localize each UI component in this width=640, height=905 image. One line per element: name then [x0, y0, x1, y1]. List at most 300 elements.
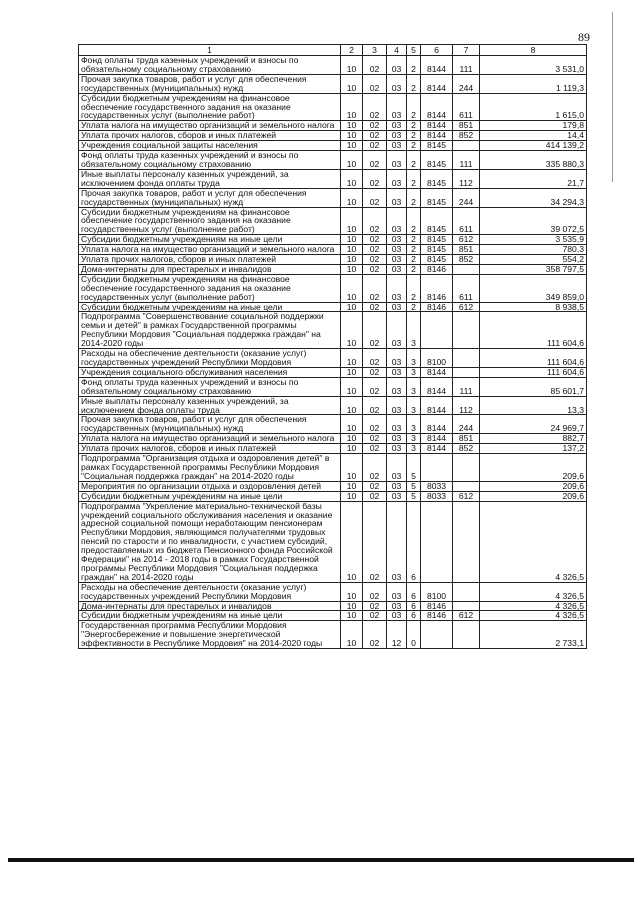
row-target-code: 8144 [421, 434, 453, 444]
row-amount: 780,3 [480, 245, 587, 255]
row-target-code: 8145 [421, 207, 453, 235]
row-amount: 4 326,5 [480, 582, 587, 601]
row-target-code: 8145 [421, 141, 453, 151]
row-expense-type: 852 [453, 131, 480, 141]
row-subprogram: 5 [407, 491, 421, 501]
row-expense-type: 611 [453, 207, 480, 235]
table-row [79, 56, 587, 75]
table-row [79, 349, 587, 368]
row-section: 10 [341, 601, 363, 611]
row-name: Дома-интернаты для престарелых и инвалидов [79, 264, 341, 274]
row-subprogram: 2 [407, 121, 421, 131]
table-row [79, 188, 587, 207]
row-program: 03 [387, 367, 407, 377]
row-program: 03 [387, 611, 407, 621]
row-amount: 2 733,1 [480, 621, 587, 649]
row-section: 10 [341, 264, 363, 274]
row-expense-type [453, 582, 480, 601]
row-program: 03 [387, 235, 407, 245]
row-expense-type [453, 141, 480, 151]
row-name: Дома-интернаты для престарелых и инвалидов [79, 601, 341, 611]
row-program: 03 [387, 264, 407, 274]
row-name: Иные выплаты персоналу казенных учреждений, за исключением фонда оплаты труда [79, 169, 341, 188]
row-subsection: 02 [363, 367, 387, 377]
row-program: 03 [387, 74, 407, 93]
row-subsection: 02 [363, 255, 387, 265]
row-program: 03 [387, 491, 407, 501]
row-name: Субсидии бюджетным учреждениям на финансовое обеспечение государственного задания на оказание государственных услуг (выполнение работ) [79, 93, 341, 121]
row-program: 03 [387, 582, 407, 601]
row-subsection: 02 [363, 415, 387, 434]
row-program: 03 [387, 141, 407, 151]
row-target-code: 8145 [421, 169, 453, 188]
row-target-code: 8100 [421, 349, 453, 368]
row-expense-type: 852 [453, 444, 480, 454]
row-target-code [421, 621, 453, 649]
row-target-code: 8146 [421, 274, 453, 302]
row-amount: 179,8 [480, 121, 587, 131]
table-row [79, 377, 587, 396]
row-amount: 24 969,7 [480, 415, 587, 434]
row-name: Уплата налога на имущество организаций и земельного налога [79, 245, 341, 255]
row-subprogram: 2 [407, 235, 421, 245]
table-body [79, 56, 587, 649]
row-amount: 137,2 [480, 444, 587, 454]
row-target-code: 8144 [421, 396, 453, 415]
row-section: 10 [341, 207, 363, 235]
row-target-code [421, 501, 453, 582]
row-subsection: 02 [363, 131, 387, 141]
row-program: 03 [387, 151, 407, 170]
row-section: 10 [341, 121, 363, 131]
row-expense-type: 111 [453, 56, 480, 75]
row-section: 10 [341, 491, 363, 501]
row-name: Расходы на обеспечение деятельности (оказание услуг) государственных учреждений Республики Мордовия [79, 582, 341, 601]
row-subprogram: 3 [407, 444, 421, 454]
row-subsection: 02 [363, 444, 387, 454]
row-expense-type: 851 [453, 434, 480, 444]
budget-table [78, 44, 587, 649]
page-number: 89 [578, 30, 590, 44]
row-subsection: 02 [363, 121, 387, 131]
row-subsection: 02 [363, 235, 387, 245]
table-row [79, 255, 587, 265]
row-target-code: 8144 [421, 131, 453, 141]
row-target-code: 8144 [421, 415, 453, 434]
row-name: Субсидии бюджетным учреждениям на иные цели [79, 302, 341, 312]
row-name: Прочая закупка товаров, работ и услуг для обеспечения государственных (муниципальных) нужд [79, 415, 341, 434]
row-program: 03 [387, 169, 407, 188]
row-name: Иные выплаты персоналу казенных учреждений, за исключением фонда оплаты труда [79, 396, 341, 415]
header-col-7: 7 [453, 45, 480, 56]
row-subprogram: 2 [407, 131, 421, 141]
row-name: Прочая закупка товаров, работ и услуг для обеспечения государственных (муниципальных) нужд [79, 74, 341, 93]
row-expense-type [453, 621, 480, 649]
header-col-5: 5 [407, 45, 421, 56]
row-target-code: 8144 [421, 377, 453, 396]
table-row [79, 396, 587, 415]
row-subprogram: 2 [407, 245, 421, 255]
row-name: Субсидии бюджетным учреждениям на финансовое обеспечение государственного задания на оказание государственных услуг (выполнение работ) [79, 207, 341, 235]
row-subsection: 02 [363, 621, 387, 649]
row-target-code: 8144 [421, 444, 453, 454]
row-subprogram: 3 [407, 312, 421, 349]
table-row [79, 454, 587, 482]
row-name: Уплата налога на имущество организаций и земельного налога [79, 121, 341, 131]
row-target-code: 8146 [421, 611, 453, 621]
row-program: 03 [387, 501, 407, 582]
row-expense-type: 244 [453, 74, 480, 93]
table-row [79, 621, 587, 649]
row-target-code: 8144 [421, 121, 453, 131]
row-section: 10 [341, 56, 363, 75]
table-row [79, 501, 587, 582]
row-expense-type: 612 [453, 491, 480, 501]
row-name: Уплата налога на имущество организаций и земельного налога [79, 434, 341, 444]
table-row [79, 235, 587, 245]
row-subsection: 02 [363, 151, 387, 170]
row-section: 10 [341, 274, 363, 302]
row-amount: 882,7 [480, 434, 587, 444]
row-amount: 3 531,0 [480, 56, 587, 75]
table-row [79, 481, 587, 491]
row-section: 10 [341, 377, 363, 396]
row-subsection: 02 [363, 93, 387, 121]
row-name: Фонд оплаты труда казенных учреждений и взносы по обязательному социальному страхованию [79, 377, 341, 396]
row-subprogram: 5 [407, 481, 421, 491]
row-expense-type: 851 [453, 121, 480, 131]
scan-artifact-line [612, 12, 613, 182]
row-amount: 414 139,2 [480, 141, 587, 151]
row-subprogram: 3 [407, 396, 421, 415]
row-amount: 1 119,3 [480, 74, 587, 93]
row-expense-type [453, 312, 480, 349]
row-section: 10 [341, 255, 363, 265]
row-subprogram: 0 [407, 621, 421, 649]
row-program: 12 [387, 621, 407, 649]
row-program: 03 [387, 481, 407, 491]
row-expense-type [453, 481, 480, 491]
row-program: 03 [387, 302, 407, 312]
row-target-code [421, 454, 453, 482]
header-col-2: 2 [341, 45, 363, 56]
row-subsection: 02 [363, 454, 387, 482]
row-expense-type: 851 [453, 245, 480, 255]
row-name: Субсидии бюджетным учреждениям на иные цели [79, 235, 341, 245]
row-subsection: 02 [363, 434, 387, 444]
row-amount: 111 604,6 [480, 349, 587, 368]
row-program: 03 [387, 188, 407, 207]
row-subsection: 02 [363, 141, 387, 151]
row-target-code: 8100 [421, 582, 453, 601]
row-subprogram: 2 [407, 302, 421, 312]
row-name: Субсидии бюджетным учреждениям на иные цели [79, 491, 341, 501]
row-expense-type [453, 367, 480, 377]
row-amount: 554,2 [480, 255, 587, 265]
row-amount: 111 604,6 [480, 312, 587, 349]
row-name: Подпрограмма "Укрепление материально-технической базы учреждений социального обслуживания населения и оказание адресной социальной помощи неработающим пенсионерам Республики Мордовия, являющимся получателями трудовых пенсий по старости и по инвалидности, с участием субсидий, предоставляемых из бюджета Пенсионного фонда Российской Федерации" на 2014 - 2018 годы в рамках Государственной программы Республики Мордовия "Социальная поддержка граждан" на 2014-2020 годы [79, 501, 341, 582]
row-amount: 85 601,7 [480, 377, 587, 396]
row-section: 10 [341, 312, 363, 349]
row-subprogram: 2 [407, 151, 421, 170]
row-expense-type: 111 [453, 377, 480, 396]
row-expense-type: 112 [453, 396, 480, 415]
row-subprogram: 2 [407, 93, 421, 121]
row-amount: 209,6 [480, 454, 587, 482]
header-col-1: 1 [79, 45, 341, 56]
row-name: Уплата прочих налогов, сборов и иных платежей [79, 444, 341, 454]
row-subsection: 02 [363, 188, 387, 207]
table-row [79, 169, 587, 188]
row-target-code: 8144 [421, 93, 453, 121]
row-amount: 111 604,6 [480, 367, 587, 377]
row-target-code: 8144 [421, 74, 453, 93]
row-subprogram: 2 [407, 56, 421, 75]
row-amount: 358 797,5 [480, 264, 587, 274]
row-subprogram: 6 [407, 501, 421, 582]
row-expense-type [453, 601, 480, 611]
row-subsection: 02 [363, 207, 387, 235]
row-program: 03 [387, 377, 407, 396]
table-row [79, 582, 587, 601]
row-program: 03 [387, 434, 407, 444]
row-expense-type [453, 454, 480, 482]
row-subsection: 02 [363, 377, 387, 396]
row-subprogram: 3 [407, 367, 421, 377]
row-expense-type [453, 264, 480, 274]
row-subprogram: 3 [407, 415, 421, 434]
row-subprogram: 2 [407, 169, 421, 188]
row-expense-type: 111 [453, 151, 480, 170]
row-amount: 349 859,0 [480, 274, 587, 302]
table-row [79, 434, 587, 444]
row-subprogram: 6 [407, 611, 421, 621]
row-subsection: 02 [363, 169, 387, 188]
row-subprogram: 2 [407, 255, 421, 265]
row-target-code: 8144 [421, 56, 453, 75]
row-subsection: 02 [363, 611, 387, 621]
row-subprogram: 5 [407, 454, 421, 482]
row-subsection: 02 [363, 74, 387, 93]
table-row [79, 93, 587, 121]
row-target-code: 8146 [421, 302, 453, 312]
row-program: 03 [387, 396, 407, 415]
row-expense-type: 612 [453, 302, 480, 312]
table-row [79, 491, 587, 501]
row-section: 10 [341, 396, 363, 415]
row-subsection: 02 [363, 274, 387, 302]
row-section: 10 [341, 454, 363, 482]
row-subprogram: 6 [407, 582, 421, 601]
row-expense-type: 611 [453, 93, 480, 121]
table-row [79, 302, 587, 312]
row-section: 10 [341, 169, 363, 188]
row-subprogram: 2 [407, 74, 421, 93]
row-subprogram: 6 [407, 601, 421, 611]
row-section: 10 [341, 188, 363, 207]
row-program: 03 [387, 415, 407, 434]
table-row [79, 207, 587, 235]
header-col-8: 8 [480, 45, 587, 56]
row-program: 03 [387, 245, 407, 255]
row-expense-type [453, 349, 480, 368]
row-section: 10 [341, 141, 363, 151]
row-amount: 4 326,5 [480, 611, 587, 621]
row-amount: 3 535,9 [480, 235, 587, 245]
row-amount: 21,7 [480, 169, 587, 188]
row-section: 10 [341, 151, 363, 170]
row-name: Уплата прочих налогов, сборов и иных платежей [79, 255, 341, 265]
table-row [79, 367, 587, 377]
row-name: Мероприятия по организации отдыха и оздоровления детей [79, 481, 341, 491]
row-target-code: 8145 [421, 188, 453, 207]
row-program: 03 [387, 207, 407, 235]
row-subprogram: 2 [407, 207, 421, 235]
table-row [79, 444, 587, 454]
row-target-code [421, 312, 453, 349]
row-target-code: 8144 [421, 367, 453, 377]
row-section: 10 [341, 74, 363, 93]
row-program: 03 [387, 93, 407, 121]
row-subprogram: 3 [407, 349, 421, 368]
row-subsection: 02 [363, 56, 387, 75]
row-subsection: 02 [363, 491, 387, 501]
row-section: 10 [341, 302, 363, 312]
row-name: Учреждения социальной защиты населения [79, 141, 341, 151]
row-amount: 14,4 [480, 131, 587, 141]
row-section: 10 [341, 611, 363, 621]
header-col-6: 6 [421, 45, 453, 56]
row-target-code: 8033 [421, 481, 453, 491]
row-subsection: 02 [363, 245, 387, 255]
row-subprogram: 2 [407, 264, 421, 274]
row-target-code: 8146 [421, 264, 453, 274]
row-program: 03 [387, 56, 407, 75]
row-section: 10 [341, 444, 363, 454]
row-amount: 209,6 [480, 491, 587, 501]
row-expense-type: 852 [453, 255, 480, 265]
table-row [79, 274, 587, 302]
row-amount: 8 938,5 [480, 302, 587, 312]
table-row [79, 415, 587, 434]
row-target-code: 8145 [421, 245, 453, 255]
row-subprogram: 2 [407, 141, 421, 151]
table-row [79, 74, 587, 93]
row-target-code: 8145 [421, 235, 453, 245]
row-program: 03 [387, 274, 407, 302]
header-row [79, 45, 587, 56]
table-row [79, 245, 587, 255]
row-program: 03 [387, 131, 407, 141]
row-section: 10 [341, 367, 363, 377]
scan-bottom-edge [8, 858, 634, 862]
row-section: 10 [341, 501, 363, 582]
table-row [79, 121, 587, 131]
row-section: 10 [341, 481, 363, 491]
row-subsection: 02 [363, 601, 387, 611]
row-subprogram: 2 [407, 274, 421, 302]
row-amount: 335 880,3 [480, 151, 587, 170]
row-amount: 4 326,5 [480, 601, 587, 611]
row-section: 10 [341, 434, 363, 444]
row-name: Субсидии бюджетным учреждениям на иные цели [79, 611, 341, 621]
row-subprogram: 3 [407, 434, 421, 444]
row-name: Субсидии бюджетным учреждениям на финансовое обеспечение государственного задания на оказание государственных услуг (выполнение работ) [79, 274, 341, 302]
row-target-code: 8146 [421, 601, 453, 611]
row-expense-type: 244 [453, 415, 480, 434]
row-section: 10 [341, 131, 363, 141]
row-target-code: 8145 [421, 151, 453, 170]
row-name: Уплата прочих налогов, сборов и иных платежей [79, 131, 341, 141]
row-amount: 209,6 [480, 481, 587, 491]
row-subsection: 02 [363, 264, 387, 274]
row-section: 10 [341, 415, 363, 434]
row-program: 03 [387, 255, 407, 265]
row-expense-type: 244 [453, 188, 480, 207]
row-expense-type: 612 [453, 235, 480, 245]
row-section: 10 [341, 349, 363, 368]
row-subsection: 02 [363, 396, 387, 415]
row-subprogram: 3 [407, 377, 421, 396]
row-name: Фонд оплаты труда казенных учреждений и взносы по обязательному социальному страхованию [79, 151, 341, 170]
table-row [79, 141, 587, 151]
row-name: Учреждения социального обслуживания населения [79, 367, 341, 377]
row-program: 03 [387, 454, 407, 482]
table-row [79, 312, 587, 349]
row-amount: 34 294,3 [480, 188, 587, 207]
row-amount: 13,3 [480, 396, 587, 415]
row-expense-type: 611 [453, 274, 480, 302]
row-subsection: 02 [363, 302, 387, 312]
row-name: Государственная программа Республики Мордовия "Энергосбережение и повышение энергетической эффективности в Республике Мордовия" на 2014-2020 годы [79, 621, 341, 649]
row-expense-type [453, 501, 480, 582]
row-subsection: 02 [363, 582, 387, 601]
row-amount: 39 072,5 [480, 207, 587, 235]
row-target-code: 8033 [421, 491, 453, 501]
table-row [79, 611, 587, 621]
row-subsection: 02 [363, 312, 387, 349]
row-section: 10 [341, 93, 363, 121]
row-section: 10 [341, 621, 363, 649]
table-row [79, 601, 587, 611]
table-row [79, 131, 587, 141]
row-program: 03 [387, 601, 407, 611]
row-name: Прочая закупка товаров, работ и услуг для обеспечения государственных (муниципальных) нужд [79, 188, 341, 207]
row-amount: 4 326,5 [480, 501, 587, 582]
row-expense-type: 612 [453, 611, 480, 621]
table-row [79, 264, 587, 274]
row-name: Расходы на обеспечение деятельности (оказание услуг) государственных учреждений Республики Мордовия [79, 349, 341, 368]
row-target-code: 8145 [421, 255, 453, 265]
row-subsection: 02 [363, 481, 387, 491]
row-subsection: 02 [363, 501, 387, 582]
row-program: 03 [387, 349, 407, 368]
row-program: 03 [387, 312, 407, 349]
row-section: 10 [341, 582, 363, 601]
row-subsection: 02 [363, 349, 387, 368]
header-col-3: 3 [363, 45, 387, 56]
row-name: Подпрограмма "Организация отдыха и оздоровления детей" в рамках Государственной программы Республики Мордовия "Социальная поддержка граждан" на 2014-2020 годы [79, 454, 341, 482]
row-program: 03 [387, 121, 407, 131]
table-row [79, 151, 587, 170]
row-amount: 1 615,0 [480, 93, 587, 121]
row-name: Подпрограмма "Совершенствование социальной поддержки семьи и детей" в рамках Государственной программы Республики Мордовия "Социальная поддержка граждан" на 2014-2020 годы [79, 312, 341, 349]
row-section: 10 [341, 235, 363, 245]
row-subprogram: 2 [407, 188, 421, 207]
row-program: 03 [387, 444, 407, 454]
row-name: Фонд оплаты труда казенных учреждений и взносы по обязательному социальному страхованию [79, 56, 341, 75]
row-expense-type: 112 [453, 169, 480, 188]
